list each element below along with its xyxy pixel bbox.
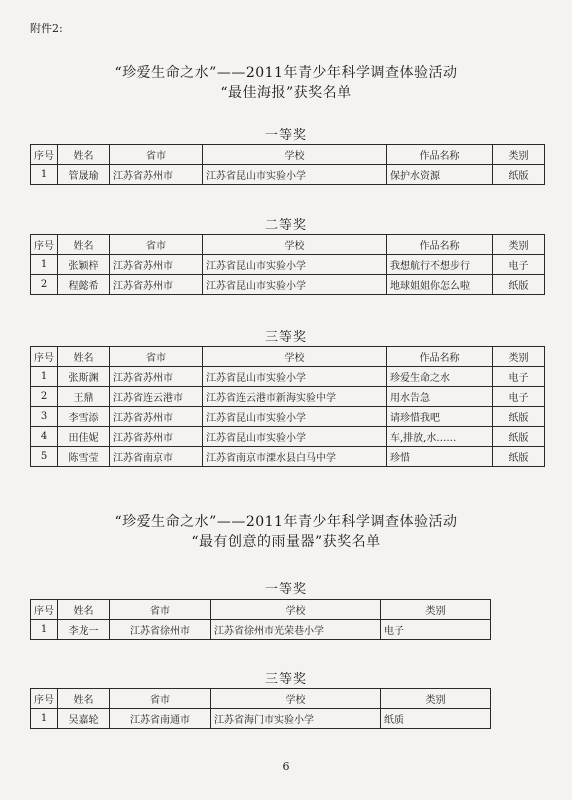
table-cell: 王鼎 [58,387,110,407]
header-cell: 作品名称 [387,347,493,367]
header-cell: 作品名称 [387,145,493,165]
table-cell: 电子 [493,255,545,275]
table-cell: 江苏省连云港市新海实验中学 [203,387,387,407]
header-cell: 姓名 [58,347,110,367]
table-row [31,165,545,185]
table-cell: 1 [31,255,58,275]
table-cell: 纸版 [493,447,545,467]
header-cell: 省市 [110,235,203,255]
table-row [31,620,491,640]
table-row [31,387,545,407]
table-cell: 江苏省南京市 [110,447,203,467]
attachment-label: 附件2: [30,22,63,35]
table-cell: 江苏省昆山市实验小学 [203,367,387,387]
header-cell: 序号 [31,145,58,165]
table-row [31,407,545,427]
table-cell: 江苏省徐州市 [110,620,211,640]
header-cell: 省市 [110,600,211,620]
table-cell: 李雪添 [58,407,110,427]
header-cell: 类别 [493,347,545,367]
table-cell: 吴嘉轮 [58,709,110,729]
header-cell: 类别 [381,600,491,620]
table-cell: 车,排放,水…… [387,427,493,447]
table-cell: 张颖梓 [58,255,110,275]
award-level: 一等奖 [264,582,307,597]
header-cell: 序号 [31,600,58,620]
table-cell: 4 [31,427,58,447]
header-cell: 序号 [31,347,58,367]
table-cell: 电子 [493,367,545,387]
header-cell: 学校 [203,235,387,255]
header-cell: 类别 [381,689,491,709]
header-cell: 类别 [493,235,545,255]
table-cell: 江苏省南京市溧水县白马中学 [203,447,387,467]
header-cell: 学校 [211,689,381,709]
table-cell: 江苏省昆山市实验小学 [203,407,387,427]
header-cell: 姓名 [58,600,110,620]
table-row [31,367,545,387]
table-cell: 请珍惜我吧 [387,407,493,427]
table-cell: 江苏省昆山市实验小学 [203,165,387,185]
table-row [31,427,545,447]
table-header-row [31,689,491,709]
table-cell: 保护水资源 [387,165,493,185]
table-cell: 电子 [381,620,491,640]
header-cell: 省市 [110,145,203,165]
table-header-row [31,600,491,620]
table-header-row [31,235,545,255]
table-row [31,275,545,295]
table-cell: 江苏省苏州市 [110,367,203,387]
table-cell: 江苏省苏州市 [110,255,203,275]
header-cell: 姓名 [58,145,110,165]
table-row [31,709,491,729]
table-cell: 江苏省苏州市 [110,165,203,185]
table-cell: 我想航行不想步行 [387,255,493,275]
table-cell: 3 [31,407,58,427]
table-row [31,255,545,275]
table-cell: 张斯渊 [58,367,110,387]
award-table [30,688,491,729]
table-cell: 江苏省昆山市实验小学 [203,427,387,447]
table-cell: 1 [31,367,58,387]
section-title-line2: “最有创意的雨量器”获奖名单 [191,534,381,550]
table-cell: 1 [31,620,58,640]
table-cell: 1 [31,709,58,729]
award-level: 三等奖 [264,330,307,345]
header-cell: 学校 [203,145,387,165]
header-cell: 姓名 [58,235,110,255]
table-cell: 1 [31,165,58,185]
header-cell: 学校 [211,600,381,620]
award-table [30,599,491,640]
table-cell: 江苏省昆山市实验小学 [203,275,387,295]
header-cell: 省市 [110,689,211,709]
table-cell: 电子 [493,387,545,407]
table-cell: 江苏省昆山市实验小学 [203,255,387,275]
table-cell: 纸版 [493,407,545,427]
table-cell: 纸版 [493,427,545,447]
section-title-line2: “最佳海报”获奖名单 [220,85,352,101]
table-header-row [31,347,545,367]
table-cell: 2 [31,275,58,295]
award-level: 三等奖 [264,672,307,687]
table-cell: 江苏省苏州市 [110,407,203,427]
table-cell: 江苏省苏州市 [110,427,203,447]
header-cell: 姓名 [58,689,110,709]
table-cell: 5 [31,447,58,467]
table-cell: 程懿希 [58,275,110,295]
section-title-line1: “珍爱生命之水”——2011年青少年科学调查体验活动 [114,514,458,530]
award-table [30,144,545,185]
table-cell: 江苏省海门市实验小学 [211,709,381,729]
header-cell: 作品名称 [387,235,493,255]
header-cell: 序号 [31,235,58,255]
table-cell: 田佳妮 [58,427,110,447]
table-cell: 珍爱生命之水 [387,367,493,387]
table-cell: 地球姐姐你怎么啦 [387,275,493,295]
award-level: 一等奖 [264,128,307,143]
table-header-row [31,145,545,165]
header-cell: 省市 [110,347,203,367]
table-cell: 纸质 [381,709,491,729]
header-cell: 序号 [31,689,58,709]
page-number: 6 [282,760,290,773]
table-cell: 陈雪莹 [58,447,110,467]
table-cell: 2 [31,387,58,407]
section-title-line1: “珍爱生命之水”——2011年青少年科学调查体验活动 [114,65,458,81]
table-cell: 李龙一 [58,620,110,640]
award-level: 二等奖 [264,218,307,233]
table-cell: 用水告急 [387,387,493,407]
table-cell: 管晟瑜 [58,165,110,185]
table-cell: 珍惜 [387,447,493,467]
header-cell: 类别 [493,145,545,165]
table-cell: 江苏省连云港市 [110,387,203,407]
table-cell: 江苏省徐州市光荣巷小学 [211,620,381,640]
award-table [30,234,545,295]
table-cell: 纸版 [493,275,545,295]
table-cell: 纸版 [493,165,545,185]
header-cell: 学校 [203,347,387,367]
award-table [30,346,545,467]
table-cell: 江苏省苏州市 [110,275,203,295]
table-row [31,447,545,467]
table-cell: 江苏省南通市 [110,709,211,729]
